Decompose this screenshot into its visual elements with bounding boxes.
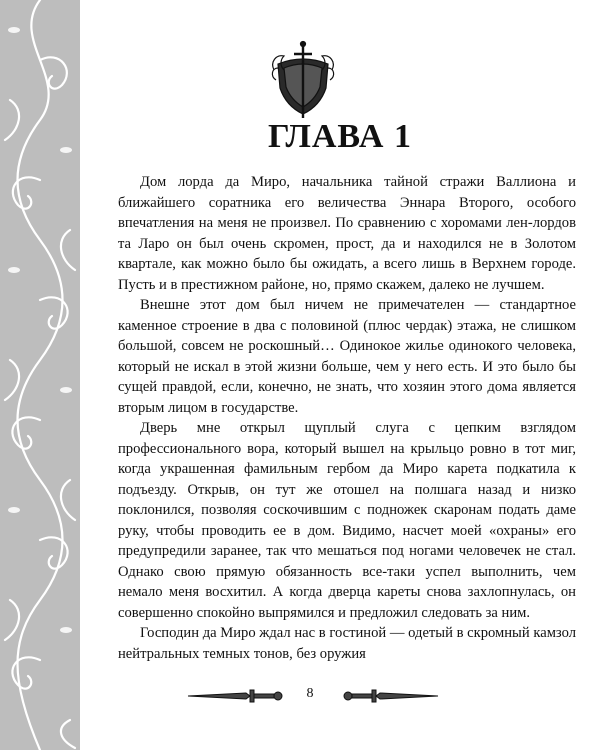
sword-right-icon <box>340 688 440 704</box>
paragraph: Внешне этот дом был ничем не примечателен — стандартное каменное строение в два с половиной (плюс чердак) этажа, не слишком большой, совсем не роскошный… Одинокое жилье одинокого человека, который не искал в этой жизни больше, чем у него есть. И это было бы сущей правдой, если, конечно, не знать, что хозяин этого дома является вторым лицом в государстве. <box>118 297 576 416</box>
page-number: 8 <box>306 686 314 701</box>
crest-shield-sword-icon <box>270 40 336 120</box>
sword-left-icon <box>186 688 286 704</box>
decorative-floral-border <box>0 0 80 750</box>
paragraph: Господин да Миро ждал нас в гостиной — одетый в скромный камзол нейтральных темных тонов, без оружия <box>118 625 576 662</box>
chapter-text <box>118 172 576 664</box>
paragraph: Дом лорда да Миро, начальника тайной стражи Валлиона и ближайшего соратника его величества Эннара Второго, особого впечатления на меня не произвел. По сравнению с хоромами лен-лордов та Ларо он был очень скромен, прост, да и находился не в Золотом квартале, как можно было бы ожидать, а всего лишь в Верхнем городе. Пусть и в престижном районе, но, прямо скажем, далеко не лучшем. <box>118 174 576 293</box>
paragraph: Дверь мне открыл щуплый слуга с цепким взглядом профессионального вора, который вышел на крыльцо ровно в тот миг, когда украшенная фамильным гербом да Миро карета подкатила к подъезду. Открыв, он тут же отошел на полшага назад и низко поклонился, позволяя соскочившим с подножек скаронам подать даме руку, чтобы проводить ее в дом. Видимо, насчет моей «охраны» его предупредили заранее, так что мешаться под ногами человечек не стал. Однако свою прямую обязанность все-таки успел выполнить, чем немало меня восхитил. А когда дверца кареты снова захлопнулась, он совершенно спокойно выпрямился и предложил следовать за ним. <box>118 420 576 621</box>
chapter-title: ГЛАВА 1 <box>268 118 412 155</box>
